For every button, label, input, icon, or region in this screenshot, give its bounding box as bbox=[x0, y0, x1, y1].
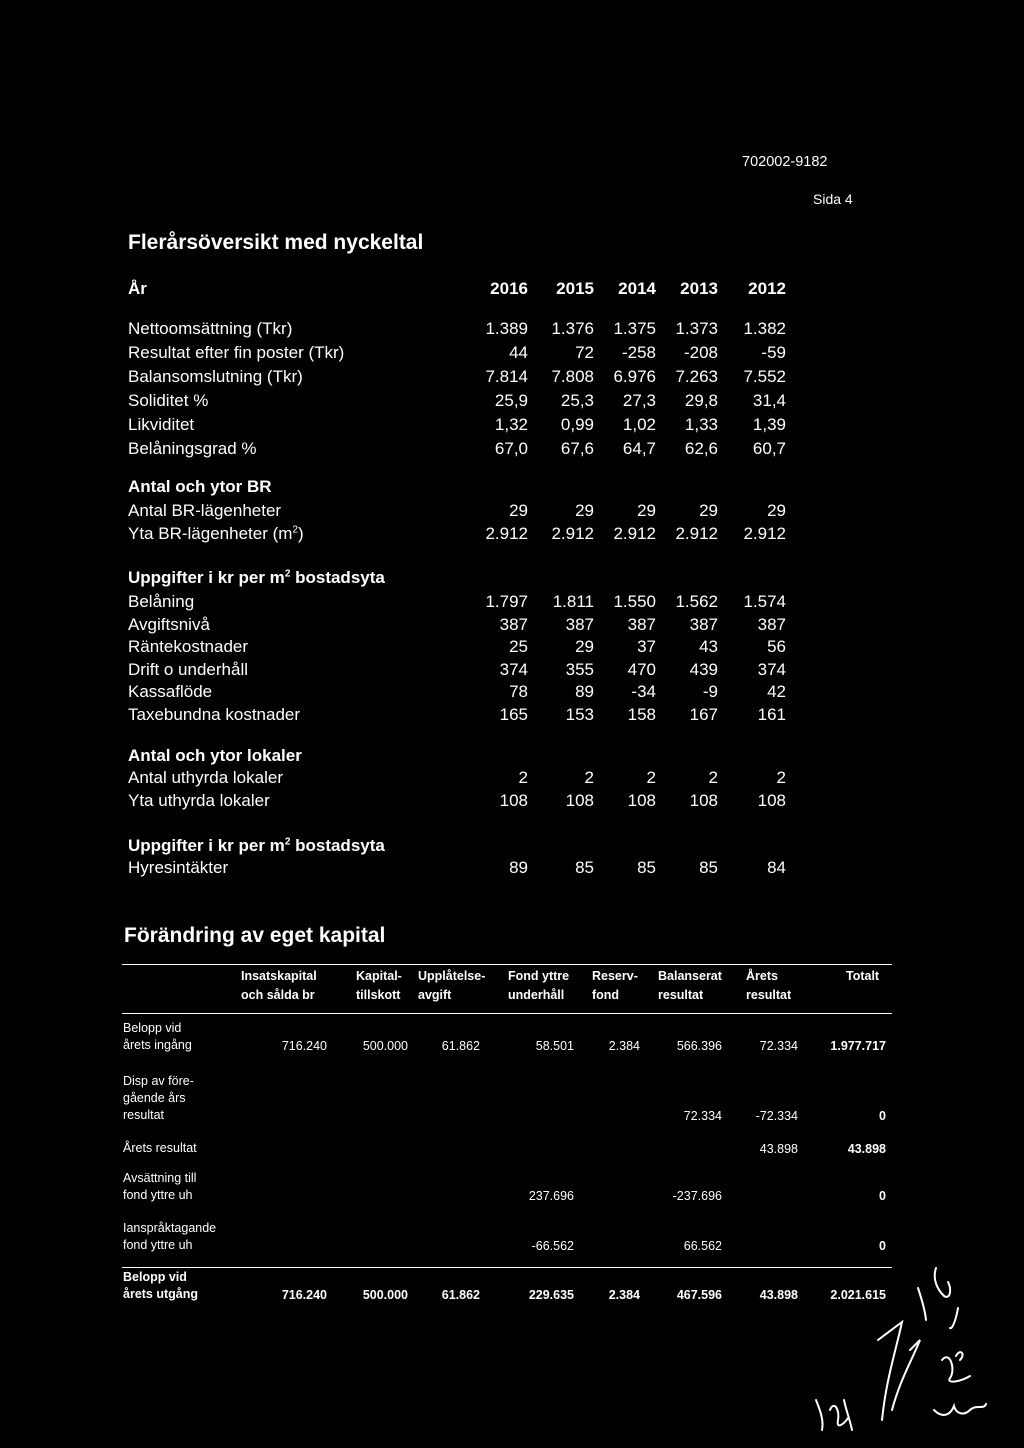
value-cell: 85 bbox=[637, 858, 656, 877]
equity-value-cell: 2.384 bbox=[608, 1039, 640, 1053]
equity-column-header: avgift bbox=[418, 988, 452, 1002]
row-label-suffix: ) bbox=[297, 523, 304, 543]
value-cell: 84 bbox=[767, 858, 786, 877]
equity-column-header: fond bbox=[592, 988, 620, 1002]
value-cell: 29 bbox=[575, 637, 594, 657]
value-cell: 29 bbox=[767, 501, 786, 520]
year-header-2013: 2013 bbox=[680, 279, 718, 298]
value-cell: 67,0 bbox=[494, 439, 528, 458]
equity-column-header: Reserv- bbox=[592, 969, 638, 983]
equity-column-header: Upplåtelse- bbox=[418, 969, 486, 983]
row-label-text: Yta BR-lägenheter (m bbox=[128, 523, 293, 543]
row-label bbox=[128, 524, 304, 544]
value-cell: 7.552 bbox=[743, 367, 786, 386]
overview-title: Flerårsöversikt med nyckeltal bbox=[128, 231, 424, 254]
equity-column-header: Insatskapital bbox=[241, 969, 317, 983]
row-label-text: Taxebundna kostnader bbox=[128, 705, 301, 724]
value-cell: 1.797 bbox=[485, 592, 528, 611]
value-cell: 161 bbox=[757, 705, 786, 724]
equity-column-header: Totalt bbox=[846, 969, 880, 983]
superscript: 2 bbox=[284, 836, 291, 848]
value-cell: 72 bbox=[575, 343, 594, 362]
value-cell: 44 bbox=[509, 343, 528, 362]
row-label bbox=[128, 415, 194, 435]
value-cell: 37 bbox=[637, 637, 656, 657]
equity-row-label: Belopp vid bbox=[123, 1021, 182, 1035]
value-cell: 108 bbox=[689, 791, 718, 810]
row-label-text: Balansomslutning (Tkr) bbox=[128, 367, 303, 386]
year-header-2015: 2015 bbox=[556, 279, 594, 298]
row-label-text: Resultat efter fin poster (Tkr) bbox=[128, 343, 345, 362]
value-cell: 0,99 bbox=[560, 415, 594, 434]
row-label-text: Yta uthyrda lokaler bbox=[128, 791, 270, 810]
equity-value-cell: 0 bbox=[879, 1239, 886, 1253]
value-cell: 108 bbox=[757, 791, 786, 810]
equity-row-label: Ianspråktagande bbox=[123, 1221, 217, 1235]
equity-value-cell: 58.501 bbox=[535, 1039, 574, 1053]
value-cell: 2.912 bbox=[551, 523, 594, 543]
value-cell: 89 bbox=[509, 858, 528, 877]
value-cell: 1.550 bbox=[613, 592, 656, 611]
equity-value-cell: 500.000 bbox=[362, 1288, 408, 1302]
value-cell: -208 bbox=[683, 343, 718, 362]
year-header-2016: 2016 bbox=[490, 279, 528, 298]
equity-value-cell: 43.898 bbox=[759, 1142, 798, 1156]
row-label bbox=[128, 592, 194, 612]
row-label bbox=[128, 637, 248, 657]
equity-row-label: Årets resultat bbox=[123, 1141, 197, 1155]
row-label-text: Kassaflöde bbox=[128, 682, 213, 702]
equity-value-cell: 500.000 bbox=[362, 1039, 408, 1053]
value-cell: 85 bbox=[575, 858, 594, 877]
value-cell: 64,7 bbox=[622, 439, 656, 458]
value-cell: 7.814 bbox=[485, 367, 528, 386]
equity-column-header: Årets bbox=[746, 969, 778, 983]
value-cell: -258 bbox=[621, 343, 656, 362]
row-label bbox=[128, 391, 208, 411]
section-title-suffix: bostadsyta bbox=[290, 836, 385, 855]
row-label bbox=[128, 791, 270, 811]
value-cell: 439 bbox=[689, 659, 718, 679]
row-label-text: Avgiftsnivå bbox=[128, 614, 210, 634]
value-cell: 2 bbox=[708, 768, 718, 787]
value-cell: 67,6 bbox=[560, 439, 594, 458]
equity-value-cell: 237.696 bbox=[528, 1189, 574, 1203]
row-label bbox=[128, 319, 292, 339]
org-number: 702002-9182 bbox=[742, 154, 828, 170]
section-title-text: Uppgifter i kr per m bbox=[128, 568, 285, 587]
row-label bbox=[128, 343, 344, 363]
page-number: Sida 4 bbox=[813, 191, 853, 207]
value-cell: 7.263 bbox=[675, 367, 718, 386]
value-cell: 2 bbox=[518, 768, 528, 787]
value-cell: 6.976 bbox=[613, 367, 656, 386]
value-cell: 1.373 bbox=[675, 319, 718, 338]
equity-value-cell: 0 bbox=[879, 1189, 886, 1203]
value-cell: 2 bbox=[776, 768, 786, 787]
value-cell: 108 bbox=[565, 791, 594, 810]
equity-value-cell: 566.396 bbox=[676, 1039, 722, 1053]
equity-column-header: resultat bbox=[658, 988, 704, 1002]
equity-row-label: Disp av före- bbox=[123, 1074, 194, 1088]
row-label-text: Antal BR-lägenheter bbox=[128, 501, 282, 520]
value-cell: 1,02 bbox=[622, 415, 656, 434]
row-label bbox=[128, 439, 257, 459]
value-cell: 43 bbox=[699, 637, 718, 657]
equity-value-cell: 1.977.717 bbox=[830, 1039, 886, 1053]
equity-row-label: resultat bbox=[123, 1108, 164, 1122]
superscript: 2 bbox=[284, 568, 291, 580]
value-cell: 165 bbox=[499, 705, 528, 724]
value-cell: 2.912 bbox=[485, 523, 528, 543]
equity-value-cell: 2.021.615 bbox=[830, 1288, 886, 1302]
value-cell: 1.375 bbox=[613, 319, 656, 338]
value-cell: 7.808 bbox=[551, 367, 594, 386]
section-title-suffix: bostadsyta bbox=[290, 568, 385, 587]
value-cell: 25,3 bbox=[560, 391, 594, 410]
section-title bbox=[128, 568, 385, 588]
value-cell: 25 bbox=[509, 637, 528, 657]
row-label-text: Soliditet % bbox=[128, 391, 209, 410]
equity-column-header: Balanserat bbox=[658, 969, 722, 983]
equity-value-cell: 61.862 bbox=[441, 1039, 480, 1053]
equity-value-cell: 0 bbox=[879, 1109, 886, 1123]
row-label bbox=[128, 768, 283, 788]
value-cell: 1.562 bbox=[675, 592, 718, 611]
row-label bbox=[128, 615, 210, 635]
year-header-2012: 2012 bbox=[748, 279, 786, 298]
value-cell: 2.912 bbox=[743, 523, 786, 543]
value-cell: 2.912 bbox=[613, 523, 656, 543]
value-cell: 387 bbox=[565, 614, 594, 634]
equity-value-cell: 716.240 bbox=[281, 1288, 327, 1302]
value-cell: 78 bbox=[509, 682, 528, 702]
value-cell: 29 bbox=[699, 501, 718, 520]
equity-row-label: årets utgång bbox=[123, 1287, 199, 1301]
value-cell: 1,32 bbox=[494, 415, 528, 434]
equity-value-cell: 72.334 bbox=[683, 1109, 722, 1123]
section-title bbox=[128, 836, 385, 856]
equity-column-header: tillskott bbox=[356, 988, 401, 1002]
equity-value-cell: 43.898 bbox=[759, 1288, 798, 1302]
value-cell: 1,33 bbox=[684, 415, 718, 434]
row-label bbox=[128, 705, 300, 725]
row-label-text: Belåningsgrad % bbox=[128, 439, 257, 458]
value-cell: 85 bbox=[699, 858, 718, 877]
value-cell: -34 bbox=[631, 682, 656, 702]
row-label bbox=[128, 682, 212, 702]
equity-column-header: underhåll bbox=[508, 988, 565, 1002]
value-cell: 89 bbox=[575, 682, 594, 702]
equity-value-cell: 2.384 bbox=[608, 1288, 640, 1302]
value-cell: 42 bbox=[767, 682, 786, 702]
section-title bbox=[128, 746, 302, 766]
equity-value-cell: -72.334 bbox=[755, 1109, 798, 1123]
value-cell: 56 bbox=[767, 637, 786, 657]
superscript: 2 bbox=[292, 523, 298, 535]
equity-bottom-rule bbox=[122, 1267, 892, 1268]
value-cell: 1.574 bbox=[743, 592, 786, 611]
value-cell: 167 bbox=[689, 705, 718, 724]
value-cell: 387 bbox=[627, 614, 656, 634]
section-title-text: Antal och ytor BR bbox=[128, 477, 272, 496]
value-cell: 2 bbox=[584, 768, 594, 787]
equity-title: Förändring av eget kapital bbox=[124, 924, 386, 947]
equity-value-cell: -237.696 bbox=[672, 1189, 722, 1203]
row-label-text: Hyresintäkter bbox=[128, 858, 229, 877]
value-cell: 158 bbox=[627, 705, 656, 724]
equity-value-cell: 716.240 bbox=[281, 1039, 327, 1053]
equity-column-header: Kapital- bbox=[356, 969, 402, 983]
equity-top-rule bbox=[122, 964, 892, 965]
equity-column-header: resultat bbox=[746, 988, 792, 1002]
value-cell: 374 bbox=[757, 659, 786, 679]
value-cell: 1.382 bbox=[743, 319, 786, 338]
value-cell: 387 bbox=[499, 614, 528, 634]
value-cell: 27,3 bbox=[622, 391, 656, 410]
equity-header-rule bbox=[122, 1013, 892, 1014]
value-cell: 60,7 bbox=[752, 439, 786, 458]
value-cell: 29 bbox=[575, 501, 594, 520]
equity-value-cell: 229.635 bbox=[528, 1288, 574, 1302]
equity-value-cell: 72.334 bbox=[759, 1039, 798, 1053]
value-cell: 1.389 bbox=[485, 319, 528, 338]
equity-column-header: Fond yttre bbox=[508, 969, 570, 983]
equity-column-header: och sålda br bbox=[241, 988, 315, 1002]
row-label-text: Drift o underhåll bbox=[128, 659, 249, 679]
equity-row-label: årets ingång bbox=[123, 1038, 192, 1052]
equity-row-label: fond yttre uh bbox=[123, 1238, 193, 1252]
value-cell: 1.811 bbox=[552, 592, 594, 611]
value-cell: 29,8 bbox=[684, 391, 718, 410]
row-label-text: Antal uthyrda lokaler bbox=[128, 768, 283, 787]
row-label bbox=[128, 858, 228, 878]
value-cell: 153 bbox=[565, 705, 594, 724]
equity-value-cell: 43.898 bbox=[847, 1142, 886, 1156]
value-cell: 374 bbox=[499, 659, 528, 679]
row-label-text: Nettoomsättning (Tkr) bbox=[128, 319, 293, 338]
value-cell: 25,9 bbox=[494, 391, 528, 410]
equity-row-label: Avsättning till bbox=[123, 1171, 197, 1185]
value-cell: 108 bbox=[499, 791, 528, 810]
handwritten-signatures bbox=[800, 1260, 1020, 1440]
value-cell: 29 bbox=[637, 501, 656, 520]
value-cell: -9 bbox=[702, 682, 718, 702]
value-cell: 62,6 bbox=[684, 439, 718, 458]
value-cell: 387 bbox=[689, 614, 718, 634]
value-cell: -59 bbox=[761, 343, 786, 362]
equity-row-label: gående års bbox=[123, 1091, 186, 1105]
value-cell: 470 bbox=[627, 659, 656, 679]
year-header-label: År bbox=[128, 279, 147, 298]
value-cell: 2 bbox=[646, 768, 656, 787]
section-title bbox=[128, 477, 272, 497]
row-label bbox=[128, 501, 281, 521]
value-cell: 29 bbox=[509, 501, 528, 520]
value-cell: 1,39 bbox=[752, 415, 786, 434]
section-title-text: Antal och ytor lokaler bbox=[128, 746, 302, 765]
section-title-text: Uppgifter i kr per m bbox=[128, 836, 285, 855]
row-label-text: Räntekostnader bbox=[128, 637, 249, 657]
value-cell: 31,4 bbox=[752, 391, 786, 410]
equity-value-cell: 61.862 bbox=[441, 1288, 480, 1302]
equity-row-label: fond yttre uh bbox=[123, 1188, 193, 1202]
value-cell: 1.376 bbox=[551, 319, 594, 338]
equity-value-cell: 467.596 bbox=[676, 1288, 722, 1302]
equity-row-label: Belopp vid bbox=[123, 1270, 187, 1284]
row-label bbox=[128, 367, 303, 387]
row-label-text: Belåning bbox=[128, 592, 195, 611]
equity-value-cell: -66.562 bbox=[531, 1239, 574, 1253]
row-label-text: Likviditet bbox=[128, 415, 195, 434]
value-cell: 355 bbox=[565, 659, 594, 679]
value-cell: 2.912 bbox=[675, 523, 718, 543]
value-cell: 387 bbox=[757, 614, 786, 634]
value-cell: 108 bbox=[627, 791, 656, 810]
year-header-2014: 2014 bbox=[618, 279, 656, 298]
equity-value-cell: 66.562 bbox=[683, 1239, 722, 1253]
row-label bbox=[128, 660, 248, 680]
